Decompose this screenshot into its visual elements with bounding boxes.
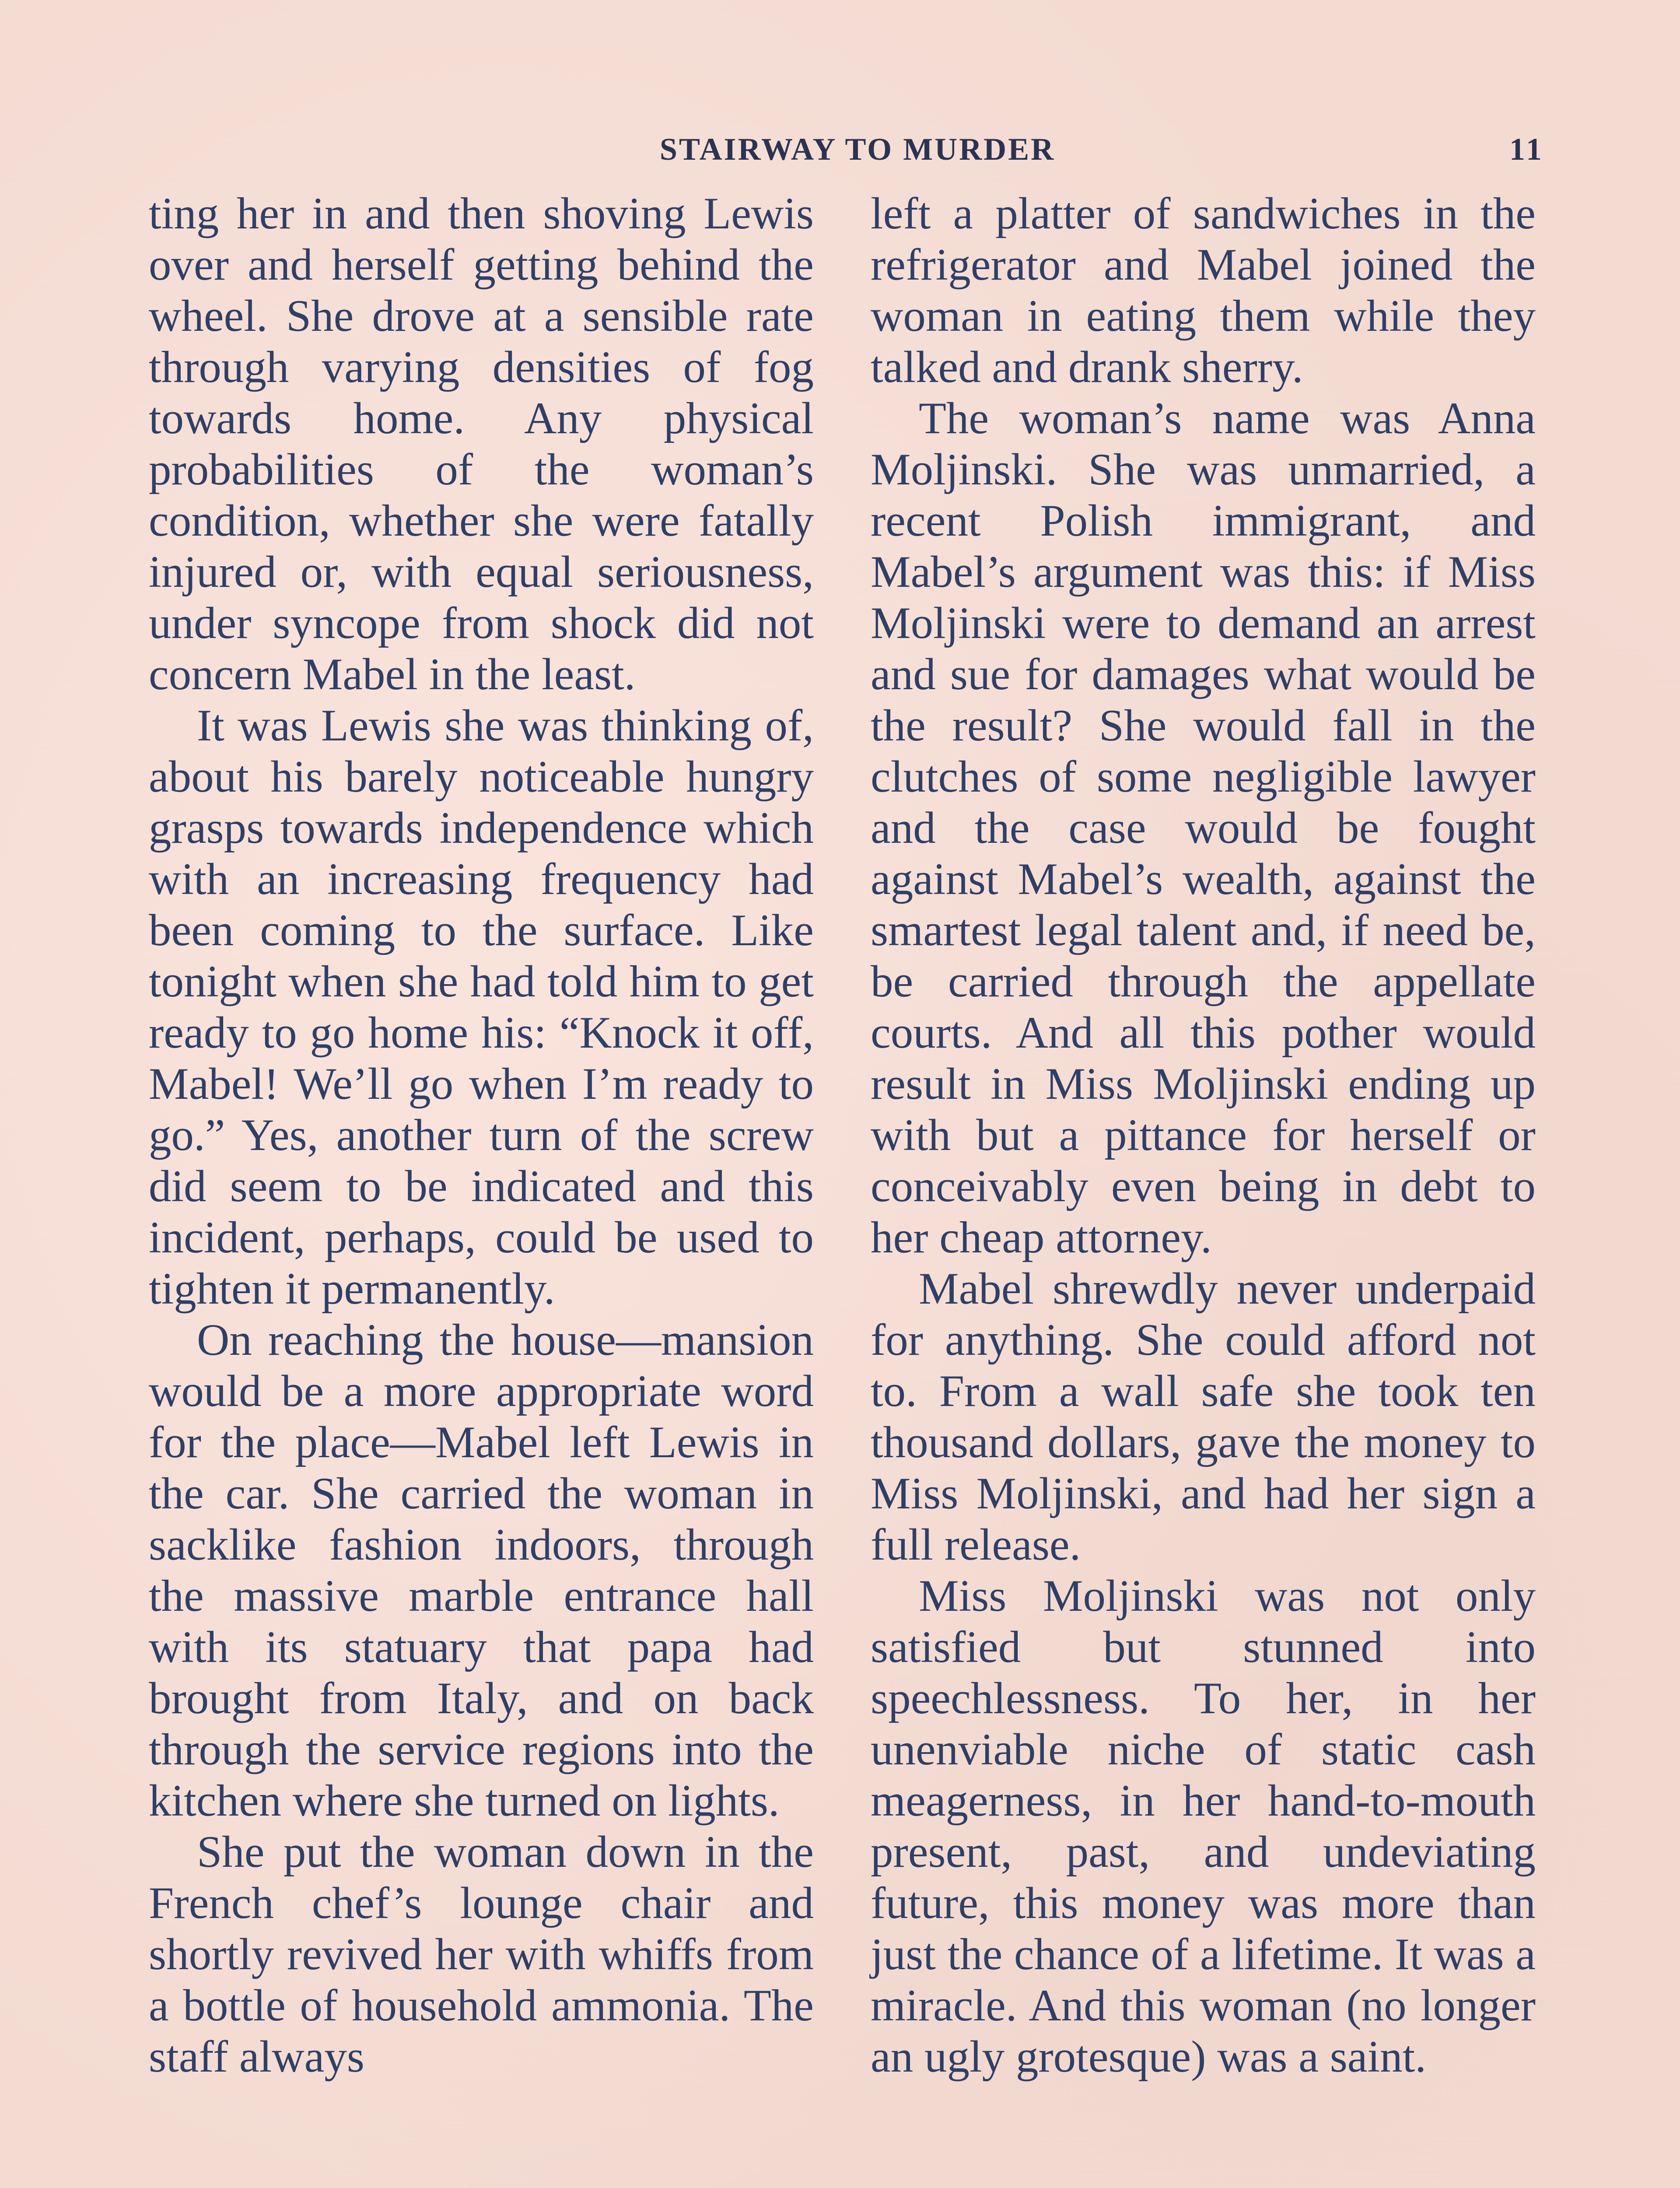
paragraph: left a platter of sandwiches in the refrigerator and Mabel joined the woman in eating them while they talked and drank sherry. <box>871 189 1536 392</box>
right-column <box>871 188 1536 2083</box>
paragraph: It was Lewis she was thinking of, about his barely noticeable hungry grasps towards independence which with an increasing frequency had been coming to the surface. Like tonight when she had told him to get ready to go home his: “Knock it off, Mabel! We’ll go when I’m ready to go.” Yes, another turn of the screw did seem to be indicated and this incident, perhaps, could be used to tighten it permanently. <box>149 701 814 1314</box>
paragraph: On reaching the house—mansion would be a more appropriate word for the place—Mabel left Lewis in the car. She carried the woman in sacklike fashion indoors, through the massive marble entrance hall with its statuary that papa had brought from Italy, and on back through the service regions into the kitchen where she turned on lights. <box>149 1315 814 1826</box>
left-column <box>149 188 814 2083</box>
page-number: 11 <box>1509 132 1544 167</box>
running-title: STAIRWAY TO MURDER <box>659 132 1056 167</box>
paragraph: The woman’s name was Anna Moljinski. She was unmarried, a recent Polish immigrant, and Mabel’s argument was this: if Miss Moljinski were to demand an arrest and sue for damages what would be the result? She would fall in the clutches of some negligible lawyer and the case would be fought against Mabel’s wealth, against the smartest legal talent and, if need be, be carried through the appellate courts. And all this pother would result in Miss Moljinski ending up with but a pittance for herself or conceivably even being in debt to her cheap attorney. <box>871 393 1536 1262</box>
paragraph: Miss Moljinski was not only satisfied but stunned into speechlessness. To her, in her unenviable niche of static cash meagerness, in her hand-to-mouth present, past, and undeviating future, this money was more than just the chance of a lifetime. It was a miracle. And this woman (no longer an ugly grotesque) was a saint. <box>871 1571 1536 2082</box>
paragraph: She put the woman down in the French chef’s lounge chair and shortly revived her with whiffs from a bottle of household ammonia. The staff always <box>149 1827 814 2082</box>
paragraph: Mabel shrewdly never underpaid for anything. She could afford not to. From a wall safe she took ten thousand dollars, gave the money to Miss Moljinski, and had her sign a full release. <box>871 1264 1536 1570</box>
paragraph: ting her in and then shoving Lewis over and herself getting behind the wheel. She drove at a sensible rate through varying densities of fog towards home. Any physical probabilities of the woman’s condition, whether she were fatally injured or, with equal seriousness, under syncope from shock did not concern Mabel in the least. <box>149 189 814 699</box>
